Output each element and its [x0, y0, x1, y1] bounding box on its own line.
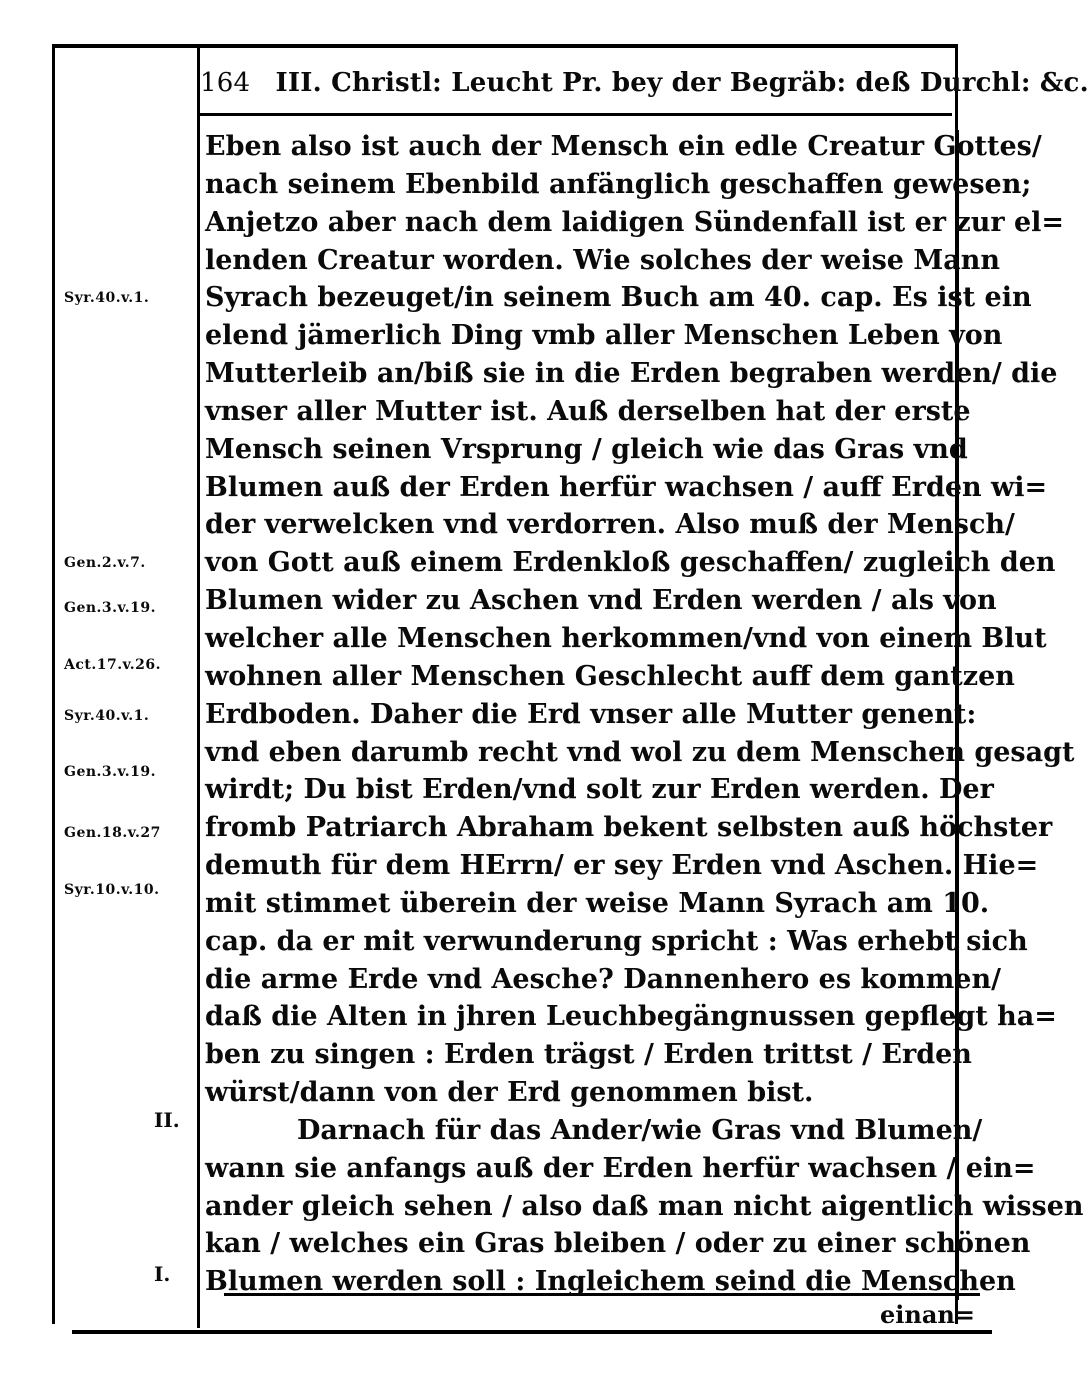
- margin-citation: Gen.3.v.19.: [64, 600, 156, 616]
- body-line: Darnach für das Ander/wie Gras vnd Blumen/: [297, 1114, 983, 1146]
- body-line: mit stimmet überein der weise Mann Syrach am 10.: [205, 887, 990, 919]
- page-number: 164: [200, 68, 251, 98]
- body-line: würst/dann von der Erd genommen bist.: [205, 1077, 814, 1109]
- margin-citation: Syr.10.v.10.: [64, 882, 160, 898]
- body-line: ander gleich sehen / also daß man nicht aigentlich wissen: [205, 1190, 1084, 1222]
- body-line: von Gott auß einem Erdenkloß geschaffen/ zugleich den: [205, 547, 1056, 579]
- body-line: elend jämerlich Ding vmb aller Menschen Leben von: [205, 320, 1003, 352]
- margin-citation: Gen.18.v.27: [64, 825, 161, 841]
- body-line: Blumen wider zu Aschen vnd Erden werden / als von: [205, 585, 997, 617]
- body-line: wirdt; Du bist Erden/vnd solt zur Erden werden. Der: [205, 774, 994, 806]
- body-line: demuth für dem HErrn/ er sey Erden vnd Aschen. Hie=: [205, 850, 1039, 882]
- body-line: Blumen werden soll : Ingleichem seind die Menschen: [205, 1266, 1016, 1298]
- body-text: [205, 128, 1084, 1301]
- running-head-title: III. Christl: Leucht Pr. bey der Begräb: deß Durchl: &c.: [275, 68, 1089, 98]
- margin-citation: Gen.2.v.7.: [64, 555, 146, 571]
- body-line: welcher alle Menschen herkommen/vnd von einem Blut: [205, 622, 1047, 654]
- section-number: I.: [154, 1262, 171, 1286]
- body-line: kan / welches ein Gras bleiben / oder zu einer schönen: [205, 1228, 1031, 1260]
- body-line: daß die Alten in jhren Leuchbegängnussen gepflegt ha=: [205, 1001, 1057, 1033]
- body-line: Erdboden. Daher die Erd vnser alle Mutter genent:: [205, 698, 977, 730]
- section-number: II.: [154, 1108, 180, 1132]
- margin-column-divider: [197, 48, 200, 1328]
- page-bottom-rule: [72, 1330, 992, 1334]
- margin-citation: Syr.40.v.1.: [64, 290, 150, 306]
- body-line: Eben also ist auch der Mensch ein edle Creatur Gottes/: [205, 131, 1042, 162]
- running-head: [200, 68, 1089, 108]
- margin-citation: Act.17.v.26.: [64, 657, 162, 673]
- body-line: fromb Patriarch Abraham bekent selbsten auß höchster: [205, 812, 1053, 844]
- body-line: nach seinem Ebenbild anfänglich geschaffen gewesen;: [205, 168, 1032, 200]
- body-line: vnd eben darumb recht vnd wol zu dem Menschen gesagt: [205, 736, 1075, 768]
- body-line: ben zu singen : Erden trägst / Erden trittst / Erden: [205, 1039, 972, 1071]
- body-line: der verwelcken vnd verdorren. Also muß der Mensch/: [205, 509, 1015, 541]
- margin-citation: Gen.3.v.19.: [64, 764, 156, 780]
- body-line: wann sie anfangs auß der Erden herfür wachsen / ein=: [205, 1152, 1036, 1184]
- body-line: wohnen aller Menschen Geschlecht auff dem gantzen: [205, 660, 1015, 692]
- body-line: lenden Creatur worden. Wie solches der weise Mann: [205, 244, 1001, 276]
- body-line: Anjetzo aber nach dem laidigen Sündenfall ist er zur el=: [205, 206, 1065, 238]
- header-rule: [200, 113, 952, 116]
- body-line: Syrach bezeuget/in seinem Buch am 40. cap. Es ist ein: [205, 282, 1032, 314]
- body-line: Mensch seinen Vrsprung / gleich wie das Gras vnd: [205, 433, 968, 465]
- body-line: cap. da er mit verwunderung spricht : Was erhebt sich: [205, 925, 1028, 957]
- body-line: vnser aller Mutter ist. Auß derselben hat der erste: [205, 395, 971, 427]
- margin-citation: Syr.40.v.1.: [64, 708, 150, 724]
- body-line: Mutterleib an/biß sie in die Erden begraben werden/ die: [205, 358, 1058, 390]
- body-line: die arme Erde vnd Aesche? Dannenhero es kommen/: [205, 963, 1001, 995]
- catchword: einan=: [880, 1300, 975, 1329]
- body-line: Blumen auß der Erden herfür wachsen / auff Erden wi=: [205, 471, 1048, 503]
